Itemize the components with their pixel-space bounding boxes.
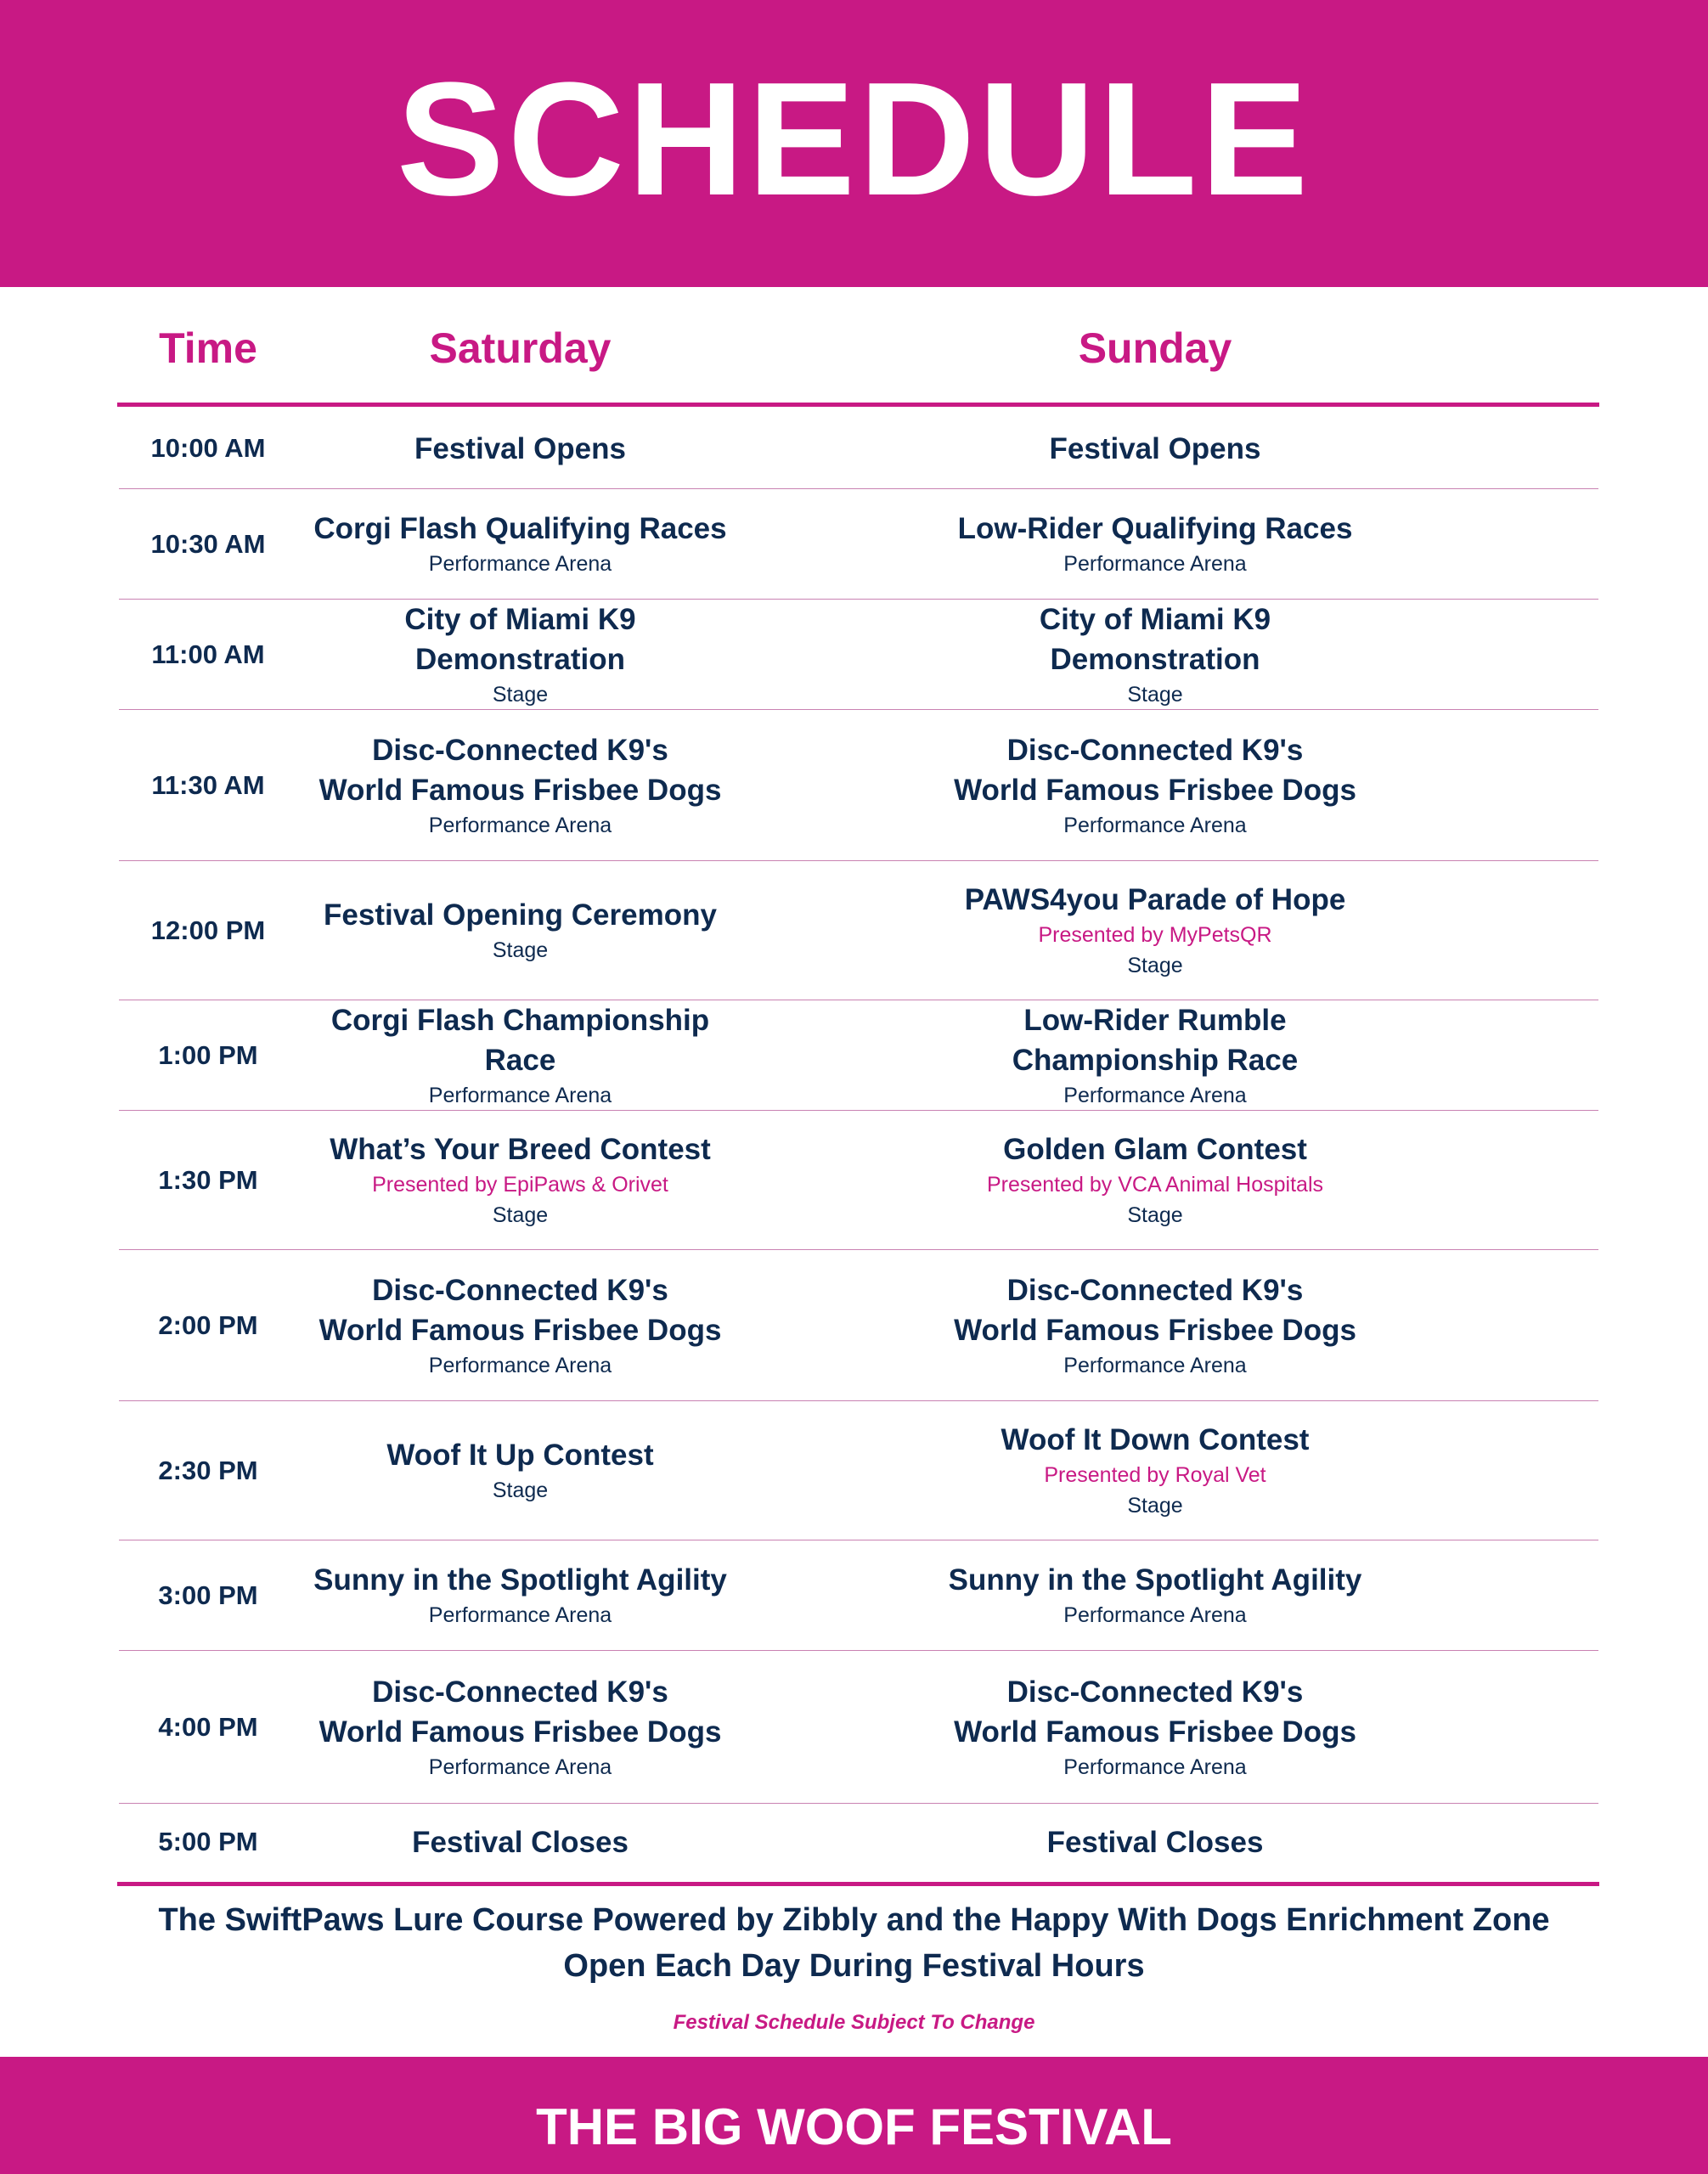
event-title: PAWS4you Parade of Hope [964,883,1346,916]
header-divider [117,403,1599,407]
event-venue: Stage [1127,1494,1183,1518]
event-venue: Performance Arena [1063,1353,1247,1377]
time-slot: 4:00 PM [158,1711,258,1742]
event-sponsor: Presented by VCA Animal Hospitals [986,1173,1324,1197]
saturday-event [297,1651,743,1803]
schedule-disclaimer: Festival Schedule Subject To Change [673,2011,1035,2034]
table-row [119,1401,1598,1540]
sunday-event [934,408,1376,488]
table-row [119,1111,1598,1250]
event-title: Disc-Connected K9's [1006,1273,1304,1307]
table-row [119,600,1598,710]
event-venue: Stage [492,938,549,962]
event-title: City of Miami K9 Demonstration [1039,602,1271,676]
time-slot: 12:00 PM [150,915,266,945]
sunday-event [934,861,1376,1000]
time-slot: 1:00 PM [158,1039,258,1070]
event-venue: Performance Arena [428,1083,612,1107]
event-venue: Performance Arena [428,1603,612,1627]
saturday-event [297,1540,743,1650]
event-title: Disc-Connected K9's [1006,733,1304,767]
sunday-event [934,1250,1376,1400]
time-slot: 11:30 AM [151,769,265,800]
header-banner [0,0,1708,287]
event-title: World Famous Frisbee Dogs [318,773,722,807]
event-venue: Performance Arena [428,813,612,837]
event-title: Golden Glam Contest [1003,1133,1307,1166]
table-row [119,1250,1598,1401]
time-slot: 1:30 PM [158,1164,258,1195]
event-venue: Performance Arena [428,1353,612,1377]
sunday-event [934,600,1376,709]
sunday-event [934,489,1376,599]
saturday-event [297,600,743,709]
table-row [119,710,1598,861]
event-title: Woof It Down Contest [1001,1423,1310,1456]
event-title: Low-Rider Rumble Championship Race [1012,1003,1299,1077]
column-header-time: Time [159,324,257,372]
event-title: Woof It Up Contest [386,1439,654,1472]
event-title: Sunny in the Spotlight Agility [313,1563,727,1597]
event-venue: Performance Arena [1063,1754,1247,1779]
table-row [119,1651,1598,1804]
event-title: Festival Opens [1049,431,1261,465]
event-venue: Performance Arena [1063,1083,1247,1107]
time-slot: 11:00 AM [151,639,265,669]
event-title: Disc-Connected K9's [372,1675,668,1709]
event-sponsor: Presented by MyPetsQR [1038,923,1272,947]
event-title: World Famous Frisbee Dogs [954,1715,1356,1749]
event-sponsor: Presented by Royal Vet [1044,1463,1266,1487]
event-title: Low-Rider Qualifying Races [957,512,1353,545]
column-headers [119,314,1598,382]
saturday-event [297,1000,743,1110]
table-row [119,861,1598,1000]
footer-line-1: The SwiftPaws Lure Course Powered by Zibbly and the Happy With Dogs Enrichment Zone [158,1902,1550,1938]
sunday-event [934,1111,1376,1249]
table-row [119,1804,1598,1880]
saturday-event [297,710,743,860]
event-venue: Stage [1127,682,1183,707]
event-title: Disc-Connected K9's [372,1273,668,1307]
schedule-table [119,408,1598,1880]
sunday-event [934,1401,1376,1540]
event-title: Disc-Connected K9's [372,733,668,767]
time-slot: 2:00 PM [158,1309,258,1340]
event-title: Corgi Flash Qualifying Races [313,512,727,545]
event-title: World Famous Frisbee Dogs [318,1313,722,1347]
event-title: Disc-Connected K9's [1006,1675,1304,1709]
event-title: Festival Opening Ceremony [324,898,717,932]
event-venue: Stage [492,1203,549,1227]
sunday-event [934,710,1376,860]
saturday-event [297,861,743,1000]
event-venue: Stage [1127,1203,1183,1227]
footer-line-2: Open Each Day During Festival Hours [563,1948,1145,1984]
saturday-event [297,489,743,599]
column-header-saturday: Saturday [429,324,612,372]
event-sponsor: Presented by EpiPaws & Orivet [372,1173,668,1197]
event-title: Corgi Flash Championship Race [330,1003,710,1077]
time-slot: 5:00 PM [158,1827,258,1856]
footer-divider [117,1882,1599,1886]
table-row [119,489,1598,600]
table-row [119,1000,1598,1111]
event-venue: Stage [1127,954,1183,977]
table-row [119,408,1598,489]
event-venue: Performance Arena [428,552,612,576]
event-venue: Performance Arena [1063,813,1247,837]
event-venue: Stage [492,1478,549,1502]
event-title: World Famous Frisbee Dogs [954,773,1356,807]
time-slot: 3:00 PM [158,1580,258,1610]
event-title: What’s Your Breed Contest [330,1133,711,1166]
event-title: Festival Closes [412,1825,629,1859]
sunday-event [934,1540,1376,1650]
event-venue: Stage [492,682,549,707]
event-venue: Performance Arena [1063,552,1247,576]
table-row [119,1540,1598,1651]
time-slot: 2:30 PM [158,1455,258,1485]
event-venue: Performance Arena [1063,1603,1247,1627]
saturday-event [297,1250,743,1400]
saturday-event [297,1401,743,1540]
saturday-event [297,1804,743,1880]
saturday-event [297,408,743,488]
event-title: Festival Opens [414,431,626,465]
event-title: City of Miami K9 Demonstration [404,602,636,676]
festival-name: THE BIG WOOF FESTIVAL [536,2098,1172,2155]
page-title: SCHEDULE [396,49,1312,229]
event-title: World Famous Frisbee Dogs [318,1715,722,1749]
saturday-event [297,1111,743,1249]
bottom-banner [0,2057,1708,2174]
sunday-event [934,1804,1376,1880]
event-title: Festival Closes [1046,1825,1264,1859]
event-title: World Famous Frisbee Dogs [954,1313,1356,1347]
column-header-sunday: Sunday [1078,324,1232,372]
time-slot: 10:30 AM [150,528,266,559]
sunday-event [934,1651,1376,1803]
time-slot: 10:00 AM [150,433,266,463]
sunday-event [934,1000,1376,1110]
event-venue: Performance Arena [428,1754,612,1779]
event-title: Sunny in the Spotlight Agility [948,1563,1362,1597]
